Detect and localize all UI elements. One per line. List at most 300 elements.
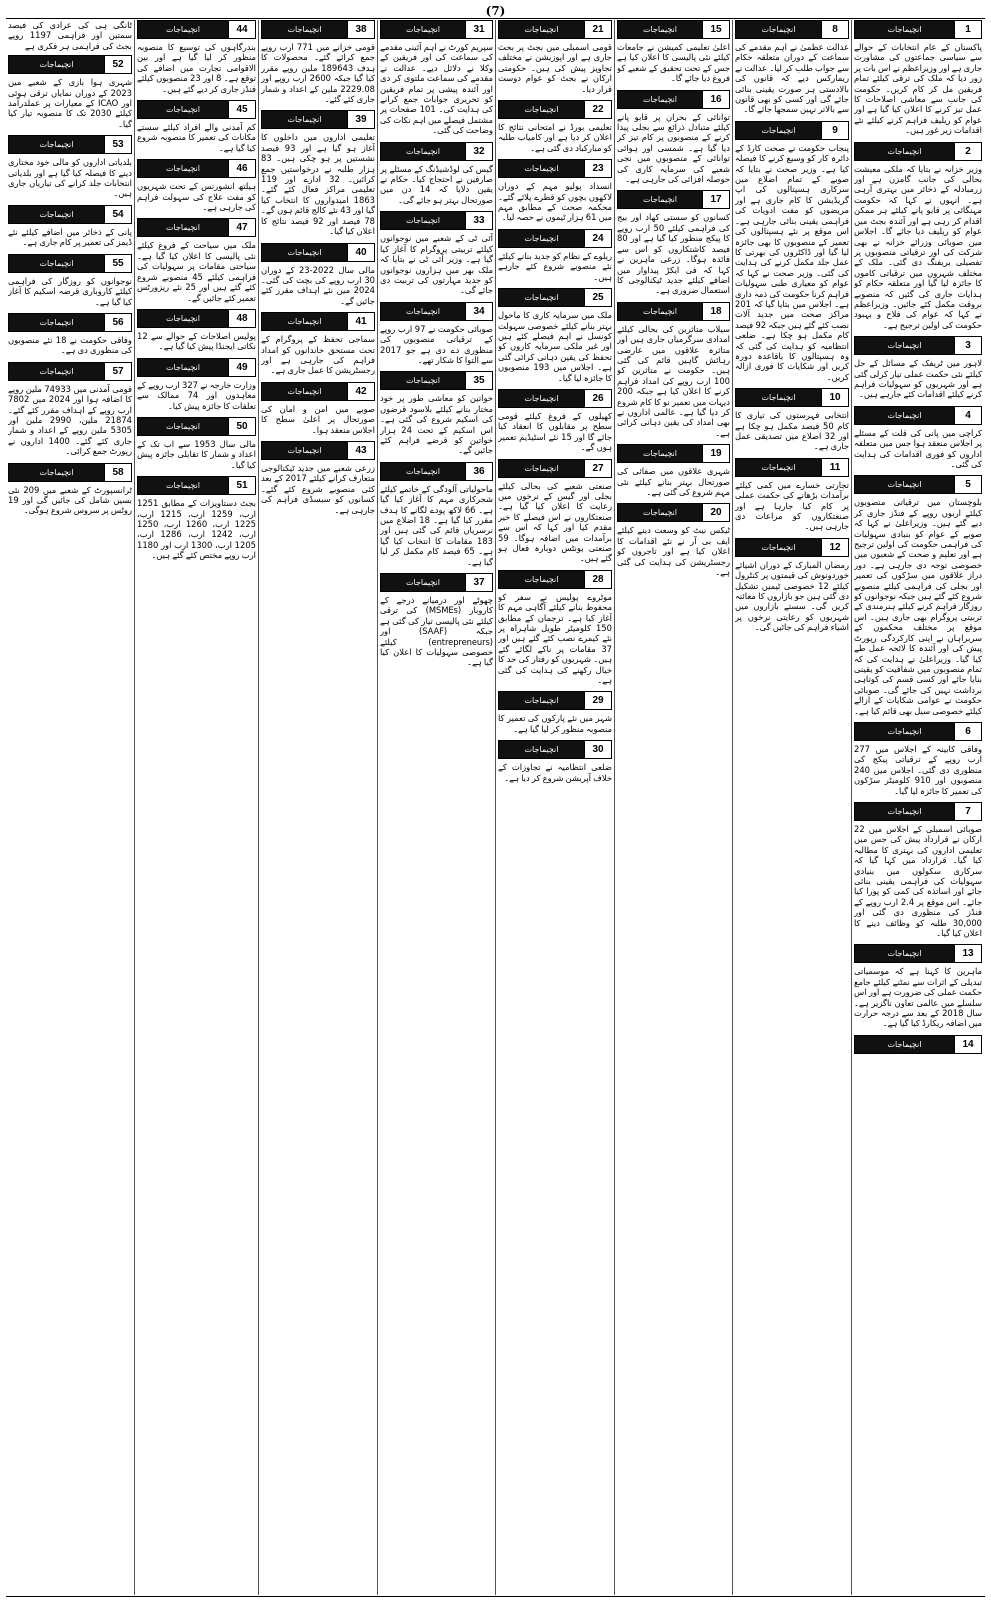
article-45	[137, 100, 256, 153]
article-header	[735, 388, 849, 407]
section-label: انچیماجات	[9, 314, 104, 331]
article-number: 56	[104, 314, 131, 331]
column-c3	[617, 20, 730, 1595]
section-label: انچیماجات	[855, 476, 954, 493]
article-header	[498, 389, 612, 408]
article-number: 48	[228, 310, 255, 327]
article-header	[137, 358, 256, 377]
article-body: صنعتی شعبے کی بحالی کیلئے بجلی اور گیس کے نرخوں میں رعایت کا اعلان کیا گیا ہے۔ صنعتکاروں نے اس فیصلے کا خیر مقدم کیا اور کہا کہ اس سے برآمدات میں اضافہ ہوگا۔ 59 صنعتی یونٹس دوبارہ فعال ہو گئے ہیں۔	[498, 480, 612, 564]
article-9	[735, 121, 849, 382]
article-header	[137, 309, 256, 328]
section-label: انچیماجات	[499, 101, 584, 118]
article-body: صوبائی اسمبلی کے اجلاس میں 22 ارکان نے قرارداد پیش کی جس میں تعلیمی اداروں کی بہتری کا مطالبہ کیا گیا۔ قرارداد میں کہا گیا کہ سرکاری سکولوں میں بنیادی سہولیات کی فراہمی یقینی بنائی جائے اور اساتذہ کی کمی کو پورا کیا جائے۔ اس موقع پر 2.4 ارب روپے کے فنڈز کی منظوری دی گئی اور 30,000 طلبہ کو وظائف دینے کا اعلان کیا گیا۔	[854, 823, 982, 939]
section-label: انچیماجات	[499, 230, 584, 247]
article-number: 23	[584, 160, 611, 177]
article-number: 18	[702, 303, 729, 320]
article-body: ریلوے کے نظام کو جدید بنانے کیلئے نئے منصوبے شروع کئے جارہے ہیں۔	[498, 250, 612, 282]
article-body: کسانوں کو سستی کھاد اور بیج کی فراہمی کیلئے 50 ارب روپے کا پیکج منظور کیا گیا ہے اور 80 فیصد کاشتکاروں کو اس سے فائدہ ہوگا۔ زرعی ماہرین نے کہا کہ فی ایکڑ پیداوار میں اضافے کیلئے جدید ٹیکنالوجی کا استعمال ضروری ہے۔	[617, 212, 730, 296]
article-number: 7	[954, 803, 981, 820]
article-header	[854, 20, 982, 39]
article-37	[380, 573, 493, 668]
section-label: انچیماجات	[138, 359, 228, 376]
section-label: انچیماجات	[855, 143, 954, 160]
article-body: ملک میں سرمایہ کاری کا ماحول بہتر بنانے کیلئے خصوصی سہولت کونسل نے اہم فیصلے کئے ہیں اور غیر ملکی سرمایہ کاروں کو تحفظ کی یقین دہانی کرائی گئی ہے۔ اجلاس میں 193 منصوبوں کا جائزہ لیا گیا۔	[498, 310, 612, 383]
article-body: وزیر خزانہ نے بتایا کہ ملکی معیشت بحالی کی جانب گامزن ہے اور زرمبادلہ کے ذخائر میں بہتری آرہی ہے۔ انہوں نے کہا کہ حکومت مہنگائی پر قابو پانے کیلئے ہر ممکن اقدام کر رہی ہے اور آئندہ بجٹ میں عوام کو ریلیف دیا جائے گا۔ اجلاس میں صوبائی وزرائے خزانہ نے بھی شرکت کی اور ترقیاتی منصوبوں پر تفصیلی بریفنگ دی گئی۔ ملک کے مختلف شہروں میں ترقیاتی کاموں کا جائزہ لیا گیا اور متعلقہ حکام کو ہدایات جاری کی گئیں کہ منصوبے بروقت مکمل کئے جائیں۔ وزیراعظم نے کہا کہ عوام کی فلاح و بہبود حکومت کی اولین ترجیح ہے۔	[854, 163, 982, 330]
article-header	[735, 458, 849, 477]
article-number: 42	[347, 383, 374, 400]
article-body: مالی سال 1953 سے اب تک کے اعداد و شمار کا تقابلی جائزہ پیش کیا گیا۔	[137, 438, 256, 470]
article-body: بلدیاتی اداروں کو مالی خود مختاری دینے کا فیصلہ کیا گیا ہے اور بلدیاتی انتخابات جلد کرانے کی تیاریاں جاری ہیں۔	[8, 157, 132, 199]
article-55	[8, 254, 132, 307]
article-33	[380, 211, 493, 295]
article-header	[380, 142, 493, 161]
article-number: 13	[954, 945, 981, 962]
article-header	[261, 243, 375, 262]
article-body: بجٹ دستاویزات کے مطابق 1251 ارب، 1259 ارب، 1215 ارب، 1225 ارب، 1260 ارب، 1250 ارب، 1242 ارب، 1286 ارب، 1205 ارب، 1300 ارب اور 1180 ارب روپے مختص کئے گئے ہیں۔	[137, 498, 256, 561]
article-number: 39	[347, 111, 374, 128]
article-header	[8, 362, 132, 381]
section-label: انچیماجات	[262, 21, 347, 38]
article-header	[261, 441, 375, 460]
article-header	[498, 100, 612, 119]
article-26	[498, 389, 612, 453]
article-56	[8, 313, 132, 356]
article-number: 51	[228, 477, 255, 494]
article-header	[498, 570, 612, 589]
article-46	[137, 159, 256, 212]
article-40	[261, 243, 375, 307]
article-10	[735, 388, 849, 452]
article-header	[854, 722, 982, 741]
article-18	[617, 302, 730, 438]
article-header	[617, 90, 730, 109]
article-number: 5	[954, 476, 981, 493]
section-label: انچیماجات	[9, 255, 104, 272]
article-15	[617, 20, 730, 84]
section-label: انچیماجات	[499, 21, 584, 38]
article-43	[261, 441, 375, 515]
article-header	[137, 20, 256, 39]
article-body: اعلیٰ تعلیمی کمیشن نے جامعات کیلئے نئی پالیسی کا اعلان کیا ہے جس کے تحت تحقیق کے شعبے کو فروغ دیا جائے گا۔	[617, 42, 730, 84]
article-header	[261, 110, 375, 129]
article-header	[380, 20, 493, 39]
section-label: انچیماجات	[138, 477, 228, 494]
article-body: وزارت خارجہ نے 327 ارب روپے کے معاہدوں اور 74 ممالک سے تعلقات کا جائزہ پیش کیا۔	[137, 379, 256, 411]
article-header	[735, 538, 849, 557]
article-body: کراچی میں پانی کی قلت کے مسئلے پر اجلاس منعقد ہوا جس میں متعلقہ اداروں کو فوری اقدامات کی ہدایت کی گئی۔	[854, 427, 982, 469]
article-header	[854, 1035, 982, 1054]
article-number: 24	[584, 230, 611, 247]
article-body: انتخابی فہرستوں کی تیاری کا کام 50 فیصد مکمل ہو چکا ہے اور 32 اضلاع میں تصدیقی عمل جاری ہے۔	[735, 410, 849, 452]
article-28	[498, 570, 612, 686]
section-label: انچیماجات	[499, 160, 584, 177]
article-42	[261, 382, 375, 435]
article-number: 44	[228, 21, 255, 38]
section-label: انچیماجات	[381, 463, 465, 480]
article-number: 31	[465, 21, 492, 38]
article-58	[8, 463, 132, 516]
section-label: انچیماجات	[381, 21, 465, 38]
article-number: 29	[584, 692, 611, 709]
article-body: صوبائی حکومت نے 97 ارب روپے کے ترقیاتی منصوبوں کی منظوری دے دی ہے جو 2017 سے التوا کا شکار تھے۔	[380, 323, 493, 365]
article-body: چھوٹے اور درمیانے درجے کے کاروبار (MSMEs) کی ترقی کیلئے نئی پالیسی تیار کی گئی ہے جبکہ (SAAF) اور (entrepreneurs) کیلئے خصوصی سہولیات کا اعلان کیا گیا ہے۔	[380, 595, 493, 668]
section-label: انچیماجات	[262, 383, 347, 400]
article-body: شہری ہوا بازی کے شعبے میں 2023 کے دوران نمایاں ترقی ہوئی اور ICAO کے معیارات پر عملدرآمد کیلئے 2030 تک کا منصوبہ تیار کیا گیا۔	[8, 77, 132, 129]
article-21	[498, 20, 612, 94]
article-35	[380, 371, 493, 455]
article-header	[854, 336, 982, 355]
article-header	[380, 573, 493, 592]
article-body: سماجی تحفظ کے پروگرام کے تحت مستحق خاندانوں کو امداد فراہم کی جارہی ہے اور رجسٹریشن کا عمل جاری ہے۔	[261, 334, 375, 376]
article-header	[8, 313, 132, 332]
article-8	[735, 20, 849, 115]
article-39	[261, 110, 375, 236]
section-label: انچیماجات	[381, 372, 465, 389]
article-body: پنجاب حکومت نے صحت کارڈ کے دائرہ کار کو وسیع کرنے کا فیصلہ کیا ہے۔ وزیر صحت نے بتایا کہ صوبے کے تمام اضلاع میں سرکاری ہسپتالوں کی اپ گریڈیشن کا کام جاری ہے اور مریضوں کو مفت ادویات کی فراہمی یقینی بنائی جارہی ہے۔ اس موقع پر نئے ہسپتالوں کی تعمیر کے منصوبوں کا بھی جائزہ لیا گیا اور ڈاکٹروں کی بھرتی کا عمل جلد مکمل کرنے کی ہدایت کی گئی۔ وزیر صحت نے کہا کہ عوام کو معیاری طبی سہولیات فراہم کرنا حکومت کی ذمہ داری ہے۔ اجلاس میں بتایا گیا کہ 201 مراکز صحت میں جدید آلات نصب کئے گئے ہیں جبکہ 92 فیصد کام مکمل ہو چکا ہے۔ ضلعی انتظامیہ کو ہدایت کی گئی کہ وہ ہسپتالوں کا باقاعدہ دورہ کریں اور شکایات کا فوری ازالہ کریں۔	[735, 142, 849, 382]
section-label: انچیماجات	[499, 692, 584, 709]
article-6	[854, 722, 982, 796]
article-body: مالی سال 2022-23 کے دوران 30 ارب روپے کی بچت کی گئی۔ 2024 میں نئے اہداف مقرر کئے جائیں گے۔	[261, 264, 375, 306]
article-body: قومی اسمبلی میں بجٹ پر بحث جاری ہے اور اپوزیشن نے مختلف تجاویز پیش کی ہیں۔ حکومتی ارکان نے بجٹ کو عوام دوست قرار دیا۔	[498, 42, 612, 94]
article-header	[498, 20, 612, 39]
section-label: انچیماجات	[262, 313, 347, 330]
top-rule	[6, 18, 985, 19]
article-1	[854, 20, 982, 136]
section-label: انچیماجات	[855, 803, 954, 820]
section-label: انچیماجات	[499, 390, 584, 407]
section-label: انچیماجات	[499, 289, 584, 306]
article-header	[137, 159, 256, 178]
article-header	[854, 802, 982, 821]
article-number: 3	[954, 337, 981, 354]
article-header	[854, 406, 982, 425]
article-number: 50	[228, 418, 255, 435]
article-header	[8, 55, 132, 74]
article-body: ہیلتھ انشورنس کے تحت شہریوں کو مفت علاج کی سہولت فراہم کی جارہی ہے۔	[137, 181, 256, 213]
article-number: 14	[954, 1036, 981, 1053]
article-header	[8, 254, 132, 273]
section-label: انچیماجات	[499, 460, 584, 477]
article-header	[498, 288, 612, 307]
article-body: ماحولیاتی آلودگی کے خاتمے کیلئے شجرکاری مہم کا آغاز کیا گیا ہے۔ 66 لاکھ پودے لگانے کا ہدف مقرر کیا گیا ہے۔ 18 اضلاع میں نرسریاں قائم کی گئی ہیں اور 183 مقامات کا انتخاب کیا گیا ہے۔ 65 فیصد کام مکمل کر لیا گیا ہے۔	[380, 483, 493, 567]
article-13	[854, 944, 982, 1028]
section-label: انچیماجات	[499, 741, 584, 758]
column-divider	[377, 20, 378, 1595]
article-number: 41	[347, 313, 374, 330]
article-53	[8, 135, 132, 199]
article-header	[380, 462, 493, 481]
article-body: زرعی شعبے میں جدید ٹیکنالوجی متعارف کرانے کیلئے 2017 کے بعد کئی منصوبے شروع کئے گئے۔ کسانوں کو سبسڈی فراہم کی جارہی ہے۔	[261, 462, 375, 515]
section-label: انچیماجات	[855, 1036, 954, 1053]
section-label: انچیماجات	[855, 945, 954, 962]
article-49	[137, 358, 256, 411]
article-header	[261, 20, 375, 39]
section-label: انچیماجات	[381, 143, 465, 160]
section-label: انچیماجات	[736, 122, 821, 139]
section-label: انچیماجات	[736, 539, 821, 556]
article-header	[380, 302, 493, 321]
article-number: 37	[465, 574, 492, 591]
article-header	[617, 503, 730, 522]
article-number: 11	[821, 459, 848, 476]
article-23	[498, 159, 612, 223]
article-body: صوبے میں امن و امان کی صورتحال پر اعلیٰ سطح کا اجلاس منعقد ہوا۔	[261, 403, 375, 435]
article-header	[8, 463, 132, 482]
article-header	[735, 121, 849, 140]
article-body: قومی خزانے میں 771 ارب روپے جمع کرائے گئے۔ محصولات کا ہدف 189643 ملین روپے مقرر کیا گیا جبکہ 2600 ارب روپے اور 2229.08 ملین کے اعداد و شمار جاری کئے گئے۔	[261, 42, 375, 105]
article-number: 35	[465, 372, 492, 389]
section-label: انچیماجات	[618, 445, 702, 462]
article-header	[137, 417, 256, 436]
column-c6	[261, 20, 375, 1595]
article-48	[137, 309, 256, 352]
article-body: خواتین کو معاشی طور پر خود مختار بنانے کیلئے بلاسود قرضوں کی اسکیم شروع کی گئی ہے۔ اس اسکیم کے تحت 24 ہزار خواتین کو قرضے فراہم کئے جائیں گے۔	[380, 393, 493, 456]
column-divider	[258, 20, 259, 1595]
article-36	[380, 462, 493, 567]
article-body: توانائی کے بحران پر قابو پانے کیلئے متبادل ذرائع سے بجلی پیدا کرنے کے منصوبوں پر کام تیز کر دیا گیا ہے۔ شمسی اور ہوائی توانائی کے منصوبوں میں نجی شعبے کی سرمایہ کاری کی حوصلہ افزائی کی جارہی ہے۔	[617, 111, 730, 185]
article-body: ٹیکس نیٹ کو وسعت دینے کیلئے ایف بی آر نے نئے اقدامات کا اعلان کیا ہے اور تاجروں کو رجسٹریشن کی ہدایت کی گئی ہے۔	[617, 525, 730, 578]
section-label: انچیماجات	[736, 389, 821, 406]
article-header	[380, 371, 493, 390]
section-label: انچیماجات	[9, 136, 104, 153]
column-divider	[495, 20, 496, 1595]
section-label: انچیماجات	[499, 571, 584, 588]
article-number: 2	[954, 143, 981, 160]
article-body: تعلیمی بورڈ نے امتحانی نتائج کا اعلان کر دیا ہے اور کامیاب طلبہ کو مبارکباد دی گئی ہے۔	[498, 122, 612, 153]
section-label: انچیماجات	[138, 21, 228, 38]
section-label: انچیماجات	[381, 303, 465, 320]
section-label: انچیماجات	[618, 91, 702, 108]
article-header	[261, 382, 375, 401]
article-number: 12	[821, 539, 848, 556]
article-body: شہر میں نئے پارکوں کی تعمیر کا منصوبہ منظور کر لیا گیا ہے۔	[498, 713, 612, 734]
article-number: 33	[465, 212, 492, 229]
article-header	[498, 159, 612, 178]
article-body: شہری علاقوں میں صفائی کی صورتحال بہتر بنانے کیلئے نئی مہم شروع کی گئی ہے۔	[617, 466, 730, 497]
article-number: 45	[228, 101, 255, 118]
section-label: انچیماجات	[381, 212, 465, 229]
article-body: لاہور میں ٹریفک کے مسائل کے حل کیلئے نئی حکمت عملی تیار کرلی گئی ہے اور شہریوں کو سہولیات فراہم کرنے کیلئے اقدامات کئے جارہے ہیں۔	[854, 358, 982, 400]
column-c8	[8, 20, 132, 1595]
article-25	[498, 288, 612, 383]
article-body: ضلعی انتظامیہ نے تجاوزات کے خلاف آپریشن شروع کر دیا ہے۔	[498, 762, 612, 783]
article-number: 21	[584, 21, 611, 38]
section-label: انچیماجات	[138, 310, 228, 327]
article-body: بندرگاہوں کی توسیع کا منصوبہ منظور کر لیا گیا ہے اور بین الاقوامی تجارت میں اضافے کی توقع ہے۔ 8 اور 23 منصوبوں کیلئے فنڈز جاری کر دیے گئے ہیں۔	[137, 42, 256, 94]
article-29	[498, 691, 612, 734]
article-34	[380, 302, 493, 366]
article-24	[498, 229, 612, 282]
section-label: انچیماجات	[736, 459, 821, 476]
article-number: 16	[702, 91, 729, 108]
article-3	[854, 336, 982, 400]
article-number: 19	[702, 445, 729, 462]
article-number: 58	[104, 464, 131, 481]
article-4	[854, 406, 982, 470]
article-header	[498, 459, 612, 478]
section-label: انچیماجات	[381, 574, 465, 591]
article-5	[854, 475, 982, 716]
article-header	[617, 302, 730, 321]
article-number: 34	[465, 303, 492, 320]
article-header	[8, 135, 132, 154]
article-47	[137, 218, 256, 302]
article-header	[735, 20, 849, 39]
article-number: 47	[228, 219, 255, 236]
article-body: پولیس اصلاحات کے حوالے سے 12 نکاتی ایجنڈا پیش کیا گیا ہے۔	[137, 330, 256, 352]
article-body: سپریم کورٹ نے اہم آئینی مقدمے کی سماعت کی اور فریقین کے وکلا نے دلائل دیے۔ عدالت نے مقدمے کی سماعت ملتوی کر دی اور آئندہ پیشی پر تمام فریقین کو تحریری جوابات جمع کرانے کی ہدایت کی۔ 101 صفحات پر مشتمل فیصلے میں اہم نکات کی وضاحت کی گئی۔	[380, 42, 493, 136]
article-41	[261, 312, 375, 376]
article-header	[617, 444, 730, 463]
article-header	[498, 229, 612, 248]
section-label: انچیماجات	[138, 219, 228, 236]
article-header	[137, 100, 256, 119]
section-label: انچیماجات	[9, 56, 104, 73]
article-header	[617, 20, 730, 39]
article-header	[854, 475, 982, 494]
article-number: 25	[584, 289, 611, 306]
article-22	[498, 100, 612, 153]
article-body: رمضان المبارک کے دوران اشیائے خوردونوش کی قیمتوں پر کنٹرول کیلئے 12 خصوصی ٹیمیں تشکیل دی گئی ہیں جو بازاروں کا معائنہ کریں گی۔ سستے بازاروں میں شہریوں کو رعایتی نرخوں پر اشیاء فراہم کی جائیں گی۔	[735, 559, 849, 633]
article-body: پاکستان کے عام انتخابات کے حوالے سے سیاسی جماعتوں کی مشاورت جاری ہے اور وزیراعظم نے اس بات پر زور دیا کہ ملک کی ترقی کیلئے تمام فریقین مل کر کام کریں۔ حکومت کی جانب سے معاشی اصلاحات کا عمل تیز کرنے کا اعلان کیا گیا ہے اور عوام کو ریلیف فراہم کرنے کیلئے نئے اقدامات زیر غور ہیں۔	[854, 42, 982, 136]
article-number: 4	[954, 407, 981, 424]
section-label: انچیماجات	[618, 21, 702, 38]
section-label: انچیماجات	[618, 191, 702, 208]
article-number: 6	[954, 723, 981, 740]
column-divider	[851, 20, 852, 1595]
column-divider	[614, 20, 615, 1595]
column-c2	[735, 20, 849, 1595]
article-header	[854, 944, 982, 963]
article-number: 10	[821, 389, 848, 406]
article-54	[8, 205, 132, 248]
article-header	[498, 691, 612, 710]
article-header	[137, 218, 256, 237]
article-number: 30	[584, 741, 611, 758]
bottom-rule	[6, 1596, 985, 1597]
article-header	[137, 476, 256, 495]
article-14	[854, 1035, 982, 1054]
article-38	[261, 20, 375, 104]
page-number: (7)	[485, 4, 506, 18]
column-c1	[854, 20, 982, 1595]
article-body: وفاقی حکومت نے 18 نئے منصوبوں کی منظوری دی ہے۔	[8, 334, 132, 356]
article-51	[137, 476, 256, 560]
article-number: 9	[821, 122, 848, 139]
section-label: انچیماجات	[262, 111, 347, 128]
section-label: انچیماجات	[138, 101, 228, 118]
article-11	[735, 458, 849, 532]
article-number: 53	[104, 136, 131, 153]
article-number: 46	[228, 160, 255, 177]
article-body: قومی آمدنی میں 74933 ملین روپے کا اضافہ ہوا اور 2024 میں 7802 ارب روپے کے اہداف مقرر کئے گئے۔ 21874 ملین، 2990 ملین اور 5305 ملین روپے کے اعداد و شمار جاری کئے گئے۔ 1400 اداروں نے رپورٹ جمع کرائی۔	[8, 383, 132, 457]
article-number: 52	[104, 56, 131, 73]
article-number: 15	[702, 21, 729, 38]
section-label: انچیماجات	[855, 407, 954, 424]
section-label: انچیماجات	[855, 21, 954, 38]
article-body: ٹرانسپورٹ کے شعبے میں 209 نئی بسیں شامل کی جائیں گی اور 19 روٹس پر سروس شروع ہوگی۔	[8, 484, 132, 516]
article-31	[380, 20, 493, 136]
article-17	[617, 190, 730, 295]
section-label: انچیماجات	[138, 418, 228, 435]
article-body: آئی ٹی کے شعبے میں نوجوانوں کیلئے تربیتی پروگرام کا آغاز کیا گیا ہے۔ وزیر آئی ٹی نے بتایا کہ ملک بھر میں ہزاروں نوجوانوں کو جدید مہارتوں کی تربیت دی جائے گی۔	[380, 233, 493, 296]
article-body: بلوچستان میں ترقیاتی منصوبوں کیلئے اربوں روپے کے فنڈز جاری کر دیے گئے ہیں۔ وزیراعلیٰ نے کہا کہ صوبے کے عوام کو بنیادی سہولیات کی فراہمی حکومت کی اولین ترجیح ہے اور تعلیم و صحت کے شعبوں میں خصوصی توجہ دی جارہی ہے۔ دور دراز علاقوں میں سڑکوں کی تعمیر اور بجلی کی فراہمی کیلئے منصوبے شروع کئے گئے ہیں جبکہ نوجوانوں کو روزگار فراہم کرنے کیلئے ہنرمندی کے تربیتی پروگرام بھی جاری ہیں۔ اس موقع پر مختلف محکموں کے سربراہان نے اپنی کارکردگی رپورٹ پیش کی اور آئندہ کا لائحہ عمل طے کیا گیا۔ وزیراعلیٰ نے ہدایت کی کہ تمام منصوبوں میں شفافیت کو یقینی بنایا جائے اور کسی قسم کی کوتاہی برداشت نہیں کی جائے گی۔ صوبائی حکومت نے عوامی شکایات کے ازالے کیلئے خصوصی سیل بھی قائم کیا ہے۔	[854, 497, 982, 716]
section-label: انچیماجات	[9, 363, 104, 380]
article-2	[854, 142, 982, 331]
article-header	[261, 312, 375, 331]
article-number: 22	[584, 101, 611, 118]
article-number: 28	[584, 571, 611, 588]
article-number: 36	[465, 463, 492, 480]
article-number: 57	[104, 363, 131, 380]
article-body: گیس کی لوڈشیڈنگ کے مسئلے پر صارفین نے احتجاج کیا۔ حکام نے یقین دلایا کہ 14 دن میں صورتحال بہتر ہو جائے گی۔	[380, 163, 493, 205]
article-57	[8, 362, 132, 457]
section-label: انچیماجات	[9, 206, 104, 223]
article-number: 38	[347, 21, 374, 38]
article-32	[380, 142, 493, 206]
article-number: 27	[584, 460, 611, 477]
article-body: عدالت عظمیٰ نے اہم مقدمے کی سماعت کے دوران متعلقہ حکام سے جواب طلب کر لیا۔ عدالت نے ریمارکس دیے کہ قانون کی بالادستی ہر صورت یقینی بنائی جائے گی اور کسی کو بھی قانون سے بالاتر نہیں سمجھا جائے گا۔	[735, 42, 849, 115]
article-30	[498, 740, 612, 783]
article-12	[735, 538, 849, 633]
article-number: 54	[104, 206, 131, 223]
article-body: انسداد پولیو مہم کے دوران لاکھوں بچوں کو قطرے پلائے گئے۔ محکمہ صحت کے مطابق مہم میں 61 ہزار ٹیموں نے حصہ لیا۔	[498, 181, 612, 223]
article-header	[380, 211, 493, 230]
article-16	[617, 90, 730, 185]
article-44	[137, 20, 256, 94]
article-27	[498, 459, 612, 564]
article-body: ماہرین کا کہنا ہے کہ موسمیاتی تبدیلی کے اثرات سے نمٹنے کیلئے جامع حکمت عملی کی ضرورت ہے اور اس سلسلے میں عالمی تعاون ناگزیر ہے۔ سال 2018 کے بعد سے درجہ حرارت میں اضافہ ریکارڈ کیا گیا ہے۔	[854, 966, 982, 1029]
article-body: موٹروے پولیس نے سفر کو محفوظ بنانے کیلئے آگاہی مہم کا آغاز کیا ہے۔ ترجمان کے مطابق 150 کلومیٹر طویل شاہراہ پر نئے کیمرے نصب کئے گئے ہیں اور 37 مقامات پر ناکے لگائے گئے ہیں۔ شہریوں کو رفتار کی حد کا خیال رکھنے کی ہدایت کی گئی ہے۔	[498, 591, 612, 686]
article-body: پانی کے ذخائر میں اضافے کیلئے نئے ڈیمز کی تعمیر پر کام جاری ہے۔	[8, 226, 132, 248]
section-label: انچیماجات	[262, 244, 347, 261]
article-body: کم آمدنی والے افراد کیلئے سستے مکانات کی تعمیر کا منصوبہ شروع کیا گیا ہے۔	[137, 122, 256, 153]
column-divider	[134, 20, 135, 1595]
lead-text: ٹانگی ہی کی عرادی کی فیصد سمتیں اور فراہمی 1197 روپے بجٹ کی فراہمی ہر فکری ہے	[8, 20, 132, 51]
section-label: انچیماجات	[855, 723, 954, 740]
section-label: انچیماجات	[138, 160, 228, 177]
article-number: 32	[465, 143, 492, 160]
article-number: 49	[228, 359, 255, 376]
article-20	[617, 503, 730, 577]
column-c7	[137, 20, 256, 1595]
column-c5	[380, 20, 493, 1595]
article-number: 43	[347, 442, 374, 459]
article-body: تعلیمی اداروں میں داخلوں کا آغاز ہو گیا ہے اور 93 فیصد نشستیں پر ہو چکی ہیں۔ 83 ہزار طلبہ نے درخواستیں جمع کرائیں۔ 32 ادارے اور 119 تعلیمی مراکز فعال کئے گئے۔ 1863 امیدواروں کا انتخاب کیا گیا اور 43 نئے کالج قائم ہوں گے۔ 78 فیصد اور 92 فیصد نتائج کا اعلان کیا گیا۔	[261, 132, 375, 237]
article-number: 55	[104, 255, 131, 272]
article-number: 1	[954, 21, 981, 38]
article-number: 26	[584, 390, 611, 407]
article-body: نوجوانوں کو روزگار کی فراہمی کیلئے کاروباری قرضہ اسکیم کا آغاز کیا گیا ہے۔	[8, 275, 132, 307]
article-52	[8, 55, 132, 129]
article-header	[8, 205, 132, 224]
article-50	[137, 417, 256, 470]
article-19	[617, 444, 730, 497]
article-7	[854, 802, 982, 938]
column-divider	[732, 20, 733, 1595]
article-body: تجارتی خسارے میں کمی کیلئے برآمدات بڑھانے کی حکمت عملی پر کام کیا جارہا ہے اور صنعتکاروں کو مراعات دی جارہی ہیں۔	[735, 479, 849, 532]
article-header	[854, 142, 982, 161]
section-label: انچیماجات	[9, 464, 104, 481]
section-label: انچیماجات	[262, 442, 347, 459]
article-number: 17	[702, 191, 729, 208]
article-number: 40	[347, 244, 374, 261]
column-c4	[498, 20, 612, 1595]
article-number: 20	[702, 504, 729, 521]
article-body: ملک میں سیاحت کے فروغ کیلئے نئی پالیسی کا اعلان کیا گیا ہے۔ سیاحتی مقامات پر سہولیات کی فراہمی کیلئے 45 منصوبے شروع کئے گئے ہیں اور 25 نئے ریزورٹس تعمیر کئے جائیں گے۔	[137, 240, 256, 303]
article-body: سیلاب متاثرین کی بحالی کیلئے امدادی سرگرمیاں جاری ہیں اور متاثرہ علاقوں میں عارضی رہائش گاہیں قائم کی گئی ہیں۔ حکومت نے متاثرین کو 100 ارب روپے کی امداد فراہم کرنے کا اعلان کیا ہے جبکہ 200 دیہات میں تعمیر نو کا کام شروع کر دیا گیا ہے۔ عالمی اداروں نے بھی امداد کی یقین دہانی کرائی ہے۔	[617, 323, 730, 438]
section-label: انچیماجات	[736, 21, 821, 38]
